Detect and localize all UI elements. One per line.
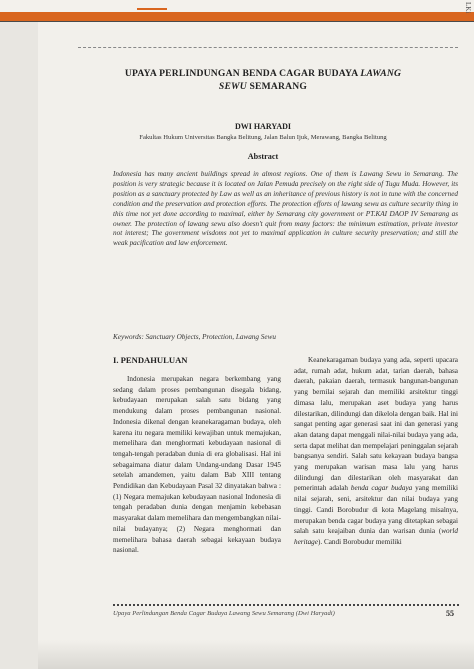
footer-running-title: Upaya Perlindungan Benda Cagar Budaya Lawang Sewu Semarang (Dwi Haryadi) (113, 610, 335, 617)
top-mark (137, 8, 167, 10)
author-name: DWI HARYADI (234, 122, 292, 131)
keywords: Keywords: Sanctuary Objects, Protection, Lawang Sewu (113, 333, 276, 341)
right-text-3: ). Candi Borobudur memiliki (317, 537, 402, 546)
side-mark: LKi (464, 2, 472, 14)
author-affiliation: Fakultas Hukum Universitas Bangka Belitung, Jalan Balun Ijuk, Merawang, Bangka Belitung (139, 134, 387, 141)
page-number: 55 (446, 609, 454, 618)
title-italic-sewu: SEWU (218, 81, 247, 92)
right-text-1: Keanekaragaman budaya yang ada, seperti upacara adat, rumah adat, hukum adat, tarian daerah, bahasa daerah, pakaian daerah, termasuk bangunan-bangunan yang bernilai sejarah dan memiliki arsitektur tinggi dimasa lalu, merupakan aset budaya yang harus dilestarikan, dilindungi dan dikelola dengan baik. Hal ini sangat penting agar generasi saat ini dan generasi yang akan datang dapat menggali nilai-nilai budaya yang ada, serta dapat melihat dan mempelajari peninggalan sejarah bangsanya sendiri. Salah satu kekayaan budaya bangsa yang merupakan warisan masa lalu yang harus dilindungi dan dilestarikan oleh masyarakat dan pemerintah adalah (294, 356, 458, 493)
body-right-column (294, 355, 458, 548)
footer-rule (113, 604, 459, 606)
right-text-2: yang memiliki nilai sejarah, seni, arsitektur dan nilai budaya yang tinggi. Candi Borobudur di kota Magelang misalnya, merupakan benda cagar budaya yang ditetapkan sebagai salah satu keajaiban dunia dan warisan dunia ( (294, 484, 458, 536)
abstract-heading: Abstract (247, 152, 279, 161)
page-binding-edge (0, 22, 39, 669)
document-page (38, 22, 474, 669)
title-text-end: SEMARANG (246, 81, 308, 92)
title-italic-lawang: LAWANG (360, 68, 402, 79)
right-italic-1: benda cagar budaya (350, 484, 413, 493)
right-italic-2: world heritage (294, 527, 458, 546)
page-bottom-shadow (38, 640, 474, 669)
header-rule (78, 47, 458, 48)
body-left-column: Indonesia merupakan negara berkembang yang sedang dalam proses pembangunan disegala bidang, kebudayaan merupakan salah satu bidang yang mendukung dalam proses pembangunan nasional. Indonesia dikenal dengan keanekaragaman budaya, oleh karena itu negara memiliki kewajiban untuk memajukan, memelihara dan menghormati kebudayaan nasional di tengah-tengah peradaban dunia di era globalisasi. Hal ini sebagaimana diatur dalam Undang-undang Dasar 1945 setelah amandemen, yaitu dalam Bab XIII tentang Pendidikan dan Kebudayaan Pasal 32 dinyatakan bahwa : (1) Negara memajukan kebudayaan nasional Indonesia di tengah peradaban dunia dengan menjamin kebebasan masyarakat dalam memelihara dan mengembangkan nilai-nilai budayanya; (2) Negara menghormati dan memelihara bahasa daerah sebagai kekayaan budaya nasional. (113, 375, 281, 555)
abstract-text: Indonesia has many ancient buildings spread in almost regions. One of them is Lawang Sewu in Semarang. The position is very strategic because it is located on Jalan Pemuda precisely on the right side of Tugu Muda. However, its position as a sanctuary protected by Law as well as an inheritance of previous history is not in tune with the concerned condition and the preservation and protection efforts. The protection efforts of lawang sewu as culture security thing in this time not yet done according to maximal, either by Semarang city government or PT.KAI DAOP IV Semarang as owner. The protection of lawang sewu also doesn't quit from many factors: the minimum estimation, private investor not interest; The government wisdoms not yet to maximal application in culture security preservation; and still the weak pacification and law enforcement. (113, 170, 458, 248)
section-heading: I. PENDAHULUAN (113, 355, 188, 365)
orange-header-bar (0, 12, 474, 21)
title-text: UPAYA PERLINDUNGAN BENDA CAGAR BUDAYA (124, 68, 361, 79)
article-title (88, 67, 438, 93)
